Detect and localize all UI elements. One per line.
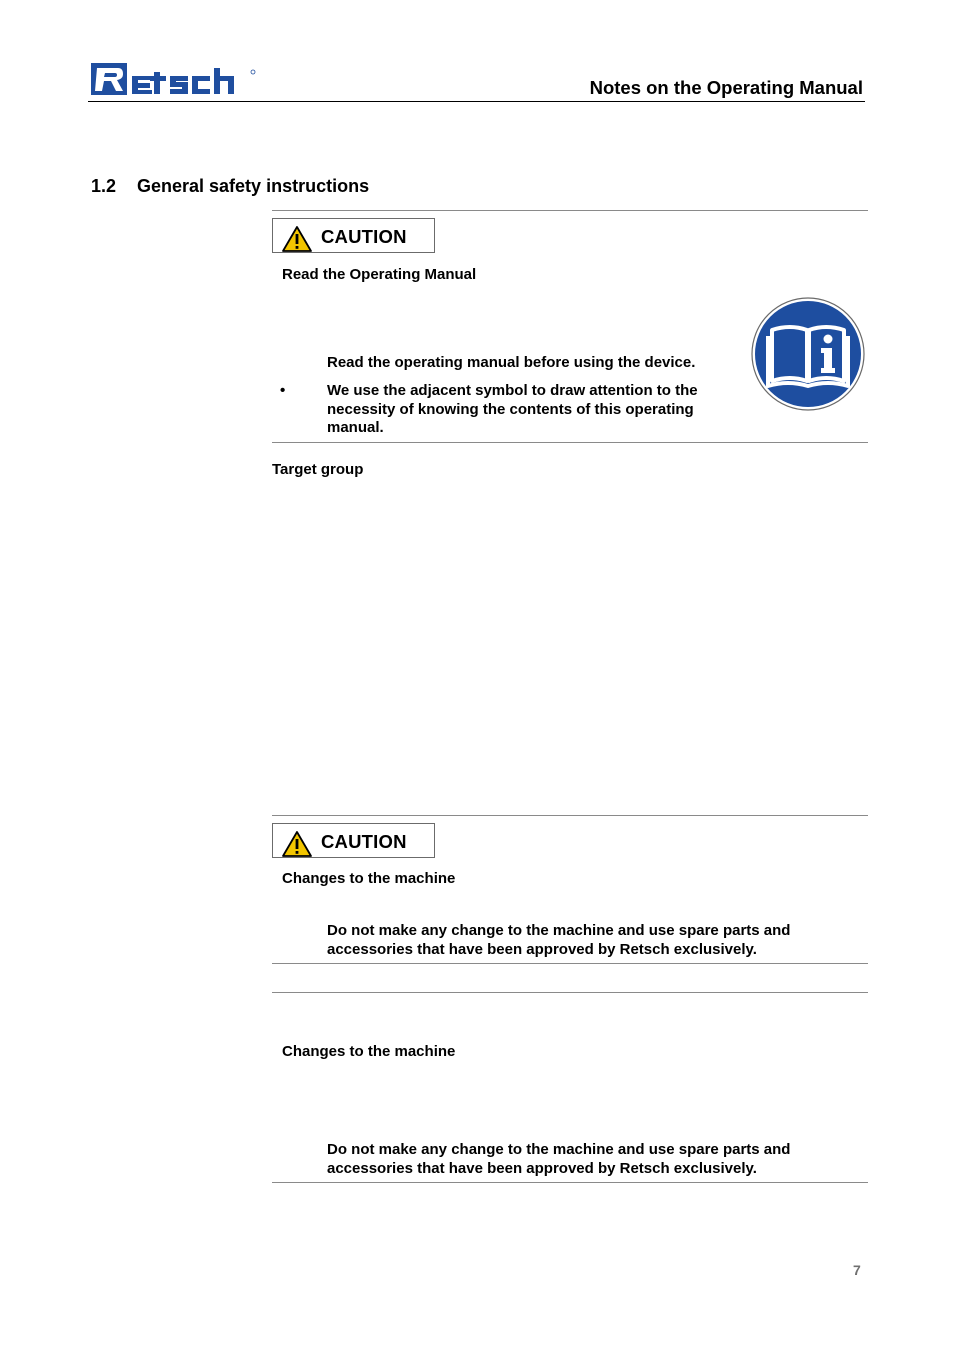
divider [272, 210, 868, 211]
retsch-logo [90, 60, 258, 98]
caution-label: CAUTION [321, 226, 407, 247]
header-title: Notes on the Operating Manual [589, 77, 863, 98]
warning-triangle-icon [281, 830, 313, 858]
divider [272, 1182, 868, 1183]
header-divider [88, 101, 865, 102]
divider [272, 963, 868, 964]
notice-text-paragraph: Do not make any change to the machine and use spare parts and accessories that have been approved by Retsch exclusively. [327, 1141, 791, 1177]
caution-label-box [272, 823, 435, 858]
caution-text-paragraph: We use the adjacent symbol to draw attention to the necessity of knowing the contents of this operating manual. [327, 382, 698, 436]
caution-label: CAUTION [321, 831, 407, 852]
divider [272, 992, 868, 993]
bullet: • [280, 382, 286, 399]
caution-heading: Read the Operating Manual [282, 266, 477, 283]
divider [272, 815, 868, 816]
caution-heading: Changes to the machine [282, 870, 456, 887]
target-group-heading: Target group [272, 461, 364, 478]
section-number: 1.2 [91, 176, 117, 196]
caution-text-line: Read the operating manual before using the device. [327, 354, 696, 371]
notice-heading: Changes to the machine [282, 1043, 456, 1060]
caution-label-box [272, 218, 435, 253]
caution-text-paragraph: Do not make any change to the machine and use spare parts and accessories that have been approved by Retsch exclusively. [327, 922, 791, 958]
page-number: 7 [853, 1262, 861, 1278]
read-manual-info-icon [750, 296, 866, 412]
divider [272, 442, 868, 443]
warning-triangle-icon [281, 225, 313, 253]
section-title: General safety instructions [137, 176, 370, 196]
